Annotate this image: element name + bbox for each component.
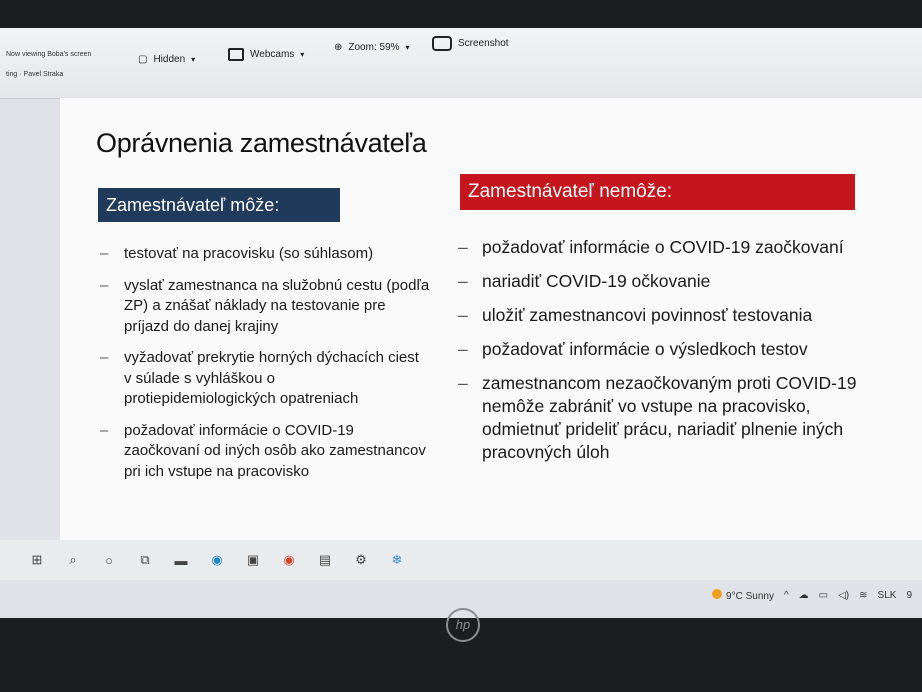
chevron-down-icon: ▾ xyxy=(191,55,196,64)
hp-logo: hp xyxy=(446,608,480,642)
file-explorer-icon[interactable]: ▬ xyxy=(174,552,188,568)
presentation-slide xyxy=(60,98,922,548)
dash-bullet: – xyxy=(458,305,468,325)
windows-start-icon[interactable]: ⊞ xyxy=(31,552,43,567)
battery-icon[interactable]: ▭ xyxy=(818,589,829,601)
chrome-icon[interactable]: ◉ xyxy=(283,552,295,567)
chevron-down-icon: ▾ xyxy=(300,50,305,59)
screenshot-button[interactable]: Screenshot xyxy=(432,36,509,51)
dash-bullet: – xyxy=(100,276,109,294)
list-item: – nariadiť COVID-19 očkovanie xyxy=(458,271,711,291)
host-status: ting · Pavel Straka xyxy=(6,71,64,78)
dash-bullet: – xyxy=(458,237,468,257)
zoom-button[interactable]: ⊕ Zoom: 59% ▾ xyxy=(334,42,410,53)
windows-taskbar xyxy=(0,540,922,580)
list-item: – uložiť zamestnancovi povinnosť testovania xyxy=(458,305,813,325)
dash-bullet: – xyxy=(458,339,468,359)
search-icon[interactable]: ⌕ xyxy=(69,552,77,567)
app-icon[interactable]: ▤ xyxy=(318,552,332,567)
chevron-up-icon[interactable]: ^ xyxy=(783,589,789,601)
language-indicator[interactable]: SLK xyxy=(877,589,897,601)
dash-bullet: – xyxy=(458,271,468,291)
can-list xyxy=(100,244,430,493)
cortana-icon[interactable]: ○ xyxy=(105,552,113,568)
speaker-icon[interactable]: ◁) xyxy=(838,589,850,601)
dash-bullet: – xyxy=(100,349,109,366)
task-view-icon[interactable]: ⧉ xyxy=(140,552,150,567)
webcam-icon xyxy=(228,48,244,61)
hidden-button[interactable]: ▢ Hidden ▾ xyxy=(138,54,196,65)
screen-share-toolbar xyxy=(0,28,922,99)
store-icon[interactable]: ▣ xyxy=(246,552,260,567)
can-header: Zamestnávateľ môže: xyxy=(98,188,340,222)
share-status xyxy=(6,44,91,84)
cannot-list xyxy=(458,236,868,475)
zoom-icon: ⊕ xyxy=(334,42,343,53)
weather-sun-icon xyxy=(712,589,722,599)
monitor-screen xyxy=(0,28,922,618)
list-item: – testovať na pracovisku (so súhlasom) xyxy=(100,244,430,265)
camera-off-icon: ▢ xyxy=(138,54,148,65)
webcams-button[interactable]: Webcams ▾ xyxy=(228,48,304,61)
viewing-status: Now viewing Boba's screen xyxy=(6,51,92,58)
list-item: – požadovať informácie o výsledkoch testov xyxy=(458,339,808,359)
cannot-header: Zamestnávateľ nemôže: xyxy=(460,174,855,210)
snowflake-app-icon[interactable]: ❄ xyxy=(391,552,403,567)
chevron-down-icon: ▾ xyxy=(405,43,410,52)
dash-bullet: – xyxy=(100,245,109,262)
system-tray xyxy=(712,580,912,610)
slide-title: Oprávnenia zamestnávateľa xyxy=(96,128,427,158)
list-item: – vyslať zamestnanca na služobnú cestu (podľa ZP) a znášať náklady na testovanie pre príjazd do danej krajiny xyxy=(100,276,430,338)
cloud-icon[interactable]: ☁ xyxy=(798,589,809,601)
weather-widget[interactable]: 9°C Sunny xyxy=(712,589,774,602)
list-item: – vyžadovať prekrytie horných dýchacích ciest v súlade s vyhláškou o protiepidemiologických opatreniach xyxy=(100,348,430,410)
list-item: – zamestnancom nezaočkovaným proti COVID-19 nemôže zabrániť vo vstupe na pracovisko, odmietnuť prideliť prácu, nariadiť plnenie iných pracovných úloh xyxy=(458,373,857,462)
dash-bullet: – xyxy=(100,421,109,439)
camera-icon xyxy=(432,36,452,51)
settings-gear-icon[interactable]: ⚙ xyxy=(355,552,367,567)
wifi-icon[interactable]: ≋ xyxy=(859,589,868,601)
dash-bullet: – xyxy=(458,373,468,393)
edge-icon[interactable]: ◉ xyxy=(211,552,223,567)
clock-fragment[interactable]: 9 xyxy=(906,589,912,601)
list-item: – požadovať informácie o COVID-19 zaočkovaní od iných osôb ako zamestnancov pri ich vstupe na pracovisko xyxy=(100,421,430,483)
list-item: – požadovať informácie o COVID-19 zaočkovaní xyxy=(458,237,844,257)
